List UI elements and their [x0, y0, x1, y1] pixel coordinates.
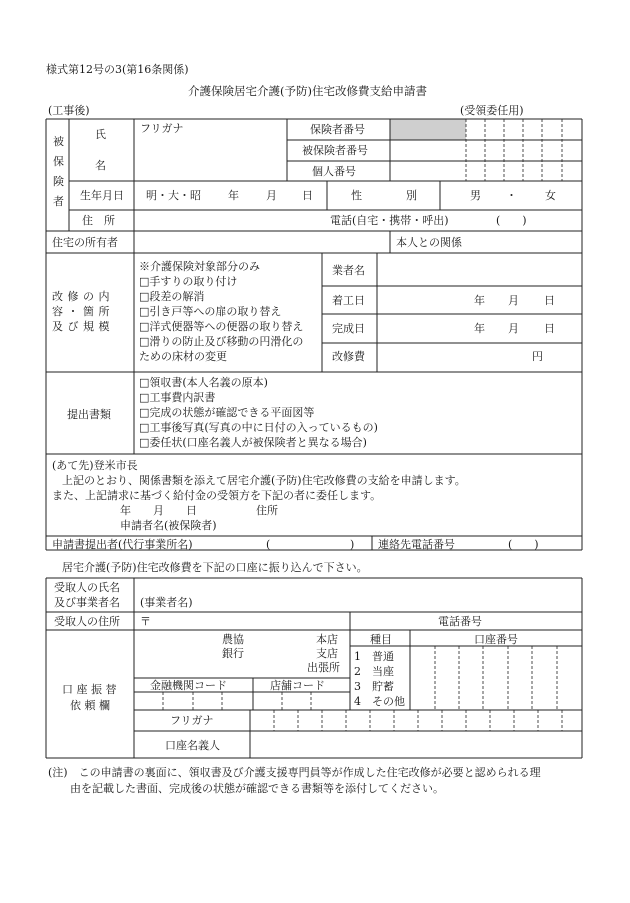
start-date-label: 着工日 [332, 294, 365, 307]
form-title: 介護保険居宅介護(予防)住宅改修費支給申請書 [188, 84, 427, 98]
start-year: 年 [474, 294, 485, 307]
era-options: 明・大・昭 [146, 189, 201, 202]
submitter-paren-close: ) [350, 538, 355, 551]
name-label-char: 名 [95, 159, 106, 172]
complete-day: 日 [544, 322, 555, 335]
cost-yen: 円 [532, 350, 543, 363]
account-type-option: 3 貯蓄 [354, 680, 394, 693]
cost-label: 改修費 [332, 350, 365, 363]
submitter-label: 申請書提出者(代行事業所名) [52, 538, 193, 551]
personal-number-label: 個人番号 [312, 165, 356, 178]
start-day: 日 [544, 294, 555, 307]
furigana-label: フリガナ [140, 122, 184, 135]
document-item: □委任状(口座名義人が被保険者と異なる場合) [139, 436, 367, 449]
documents-label: 提出書類 [67, 408, 111, 421]
payee-phone-label: 電話番号 [438, 615, 482, 628]
address-label: 住 所 [82, 214, 115, 227]
contact-phone-label: 連絡先電話番号 [378, 538, 455, 551]
dob-year: 年 [228, 189, 239, 202]
relation-label: 本人との関係 [396, 236, 462, 249]
form-number: 様式第12号の3(第16条関係) [46, 63, 189, 76]
renovation-item: □滑りの防止及び移動の円滑化の [139, 335, 304, 348]
document-item: □工事費内訳書 [139, 391, 216, 404]
sex-label-2: 別 [406, 189, 417, 202]
renovation-item: ための床材の変更 [139, 350, 227, 363]
after-work-note: (工事後) [48, 104, 90, 117]
sex-male: 男 [470, 189, 481, 202]
shiten-label: 支店 [316, 647, 338, 660]
bank-code-label: 金融機関コード [150, 679, 227, 692]
phone-area-paren: ( ) [496, 214, 527, 227]
complete-month: 月 [508, 322, 519, 335]
renovation-item: □引き戸等への扉の取り替え [139, 305, 282, 318]
account-type-option: 4 その他 [354, 695, 405, 708]
renovation-label-line: 改 修 の 内 [52, 290, 110, 303]
payee-name-label: 受取人の氏名 [54, 581, 120, 594]
owner-label: 住宅の所有者 [52, 236, 118, 249]
transfer-note: 居宅介護(予防)住宅改修費を下記の口座に振り込んで下さい。 [62, 561, 368, 574]
insurer-number-label: 保険者番号 [310, 123, 365, 136]
bank-section-label: 依 頼 欄 [70, 699, 110, 712]
payee-address-label: 受取人の住所 [54, 615, 120, 628]
account-type-option: 2 当座 [354, 665, 394, 678]
insured-label-char: 険 [53, 175, 64, 188]
declaration-line-2: また、上記請求に基づく給付金の受領方を下記の者に委任します。 [52, 489, 382, 502]
postal-mark: 〒 [140, 615, 151, 628]
account-type-option: 1 普通 [354, 650, 394, 663]
insured-number-label: 被保険者番号 [302, 144, 368, 157]
renovation-item: □洋式便器等への便器の取り替え [139, 320, 304, 333]
contractor-label: 業者名 [332, 264, 365, 277]
applicant-address-label: 住所 [256, 504, 278, 517]
holder-furigana-label: フリガナ [170, 714, 214, 727]
renovation-label-line: 容 ・ 箇 所 [52, 305, 110, 318]
insured-label-char: 者 [53, 195, 64, 208]
shutchosho-label: 出張所 [307, 661, 340, 674]
renovation-item: ※介護保険対象部分のみ [139, 260, 260, 273]
honten-label: 本店 [316, 633, 338, 646]
proxy-receipt-note: (受領委任用) [460, 104, 524, 117]
renovation-item: □手すりの取り付け [139, 275, 238, 288]
payee-name-label: 及び事業者名 [54, 596, 120, 609]
document-item: □工事後写真(写真の中に日付の入っているもの) [139, 421, 378, 434]
addressee: (あて先)登米市長 [52, 459, 138, 472]
complete-year: 年 [474, 322, 485, 335]
applicant-name-label: 申請者名(被保険者) [120, 519, 217, 532]
dob-label: 生年月日 [80, 189, 124, 202]
nokyo-label: 農協 [222, 633, 244, 646]
bank-section-label: 口 座 振 替 [62, 683, 117, 696]
renovation-item: □段差の解消 [139, 290, 205, 303]
renovation-label-line: 及 び 規 模 [52, 320, 110, 333]
declaration-line-1: 上記のとおり、関係書類を添えて居宅介護(予防)住宅改修費の支給を申請します。 [62, 474, 466, 487]
account-type-label: 種目 [370, 633, 392, 646]
insured-label-char: 保 [53, 155, 64, 168]
name-label-char: 氏 [95, 128, 106, 141]
account-holder-label: 口座名義人 [165, 739, 220, 752]
complete-date-label: 完成日 [332, 322, 365, 335]
dob-month: 月 [266, 189, 277, 202]
dob-day: 日 [302, 189, 313, 202]
branch-code-label: 店舗コード [270, 679, 325, 692]
submitter-paren-open: ( [266, 538, 271, 551]
document-item: □領収書(本人名義の原本) [139, 376, 268, 389]
document-item: □完成の状態が確認できる平面図等 [139, 406, 315, 419]
contact-phone-paren: ( ) [508, 538, 539, 551]
sex-female: 女 [545, 189, 556, 202]
footer-note-line-1: (注) この申請書の裏面に、領収書及び介護支援専門員等が作成した住宅改修が必要と認められる理 [48, 766, 541, 779]
business-name-label: (事業者名) [140, 596, 193, 609]
application-date: 年 月 日 [120, 504, 197, 517]
insured-label-char: 被 [53, 135, 64, 148]
account-number-label: 口座番号 [474, 633, 518, 646]
sex-label-1: 性 [351, 189, 362, 202]
phone-label: 電話(自宅・携帯・呼出) [330, 214, 449, 227]
start-month: 月 [508, 294, 519, 307]
sex-separator: ・ [506, 189, 517, 202]
ginko-label: 銀行 [222, 647, 244, 660]
footer-note-line-2: 由を記載した書面、完成後の状態が確認できる書類等を添付してください。 [70, 782, 444, 795]
